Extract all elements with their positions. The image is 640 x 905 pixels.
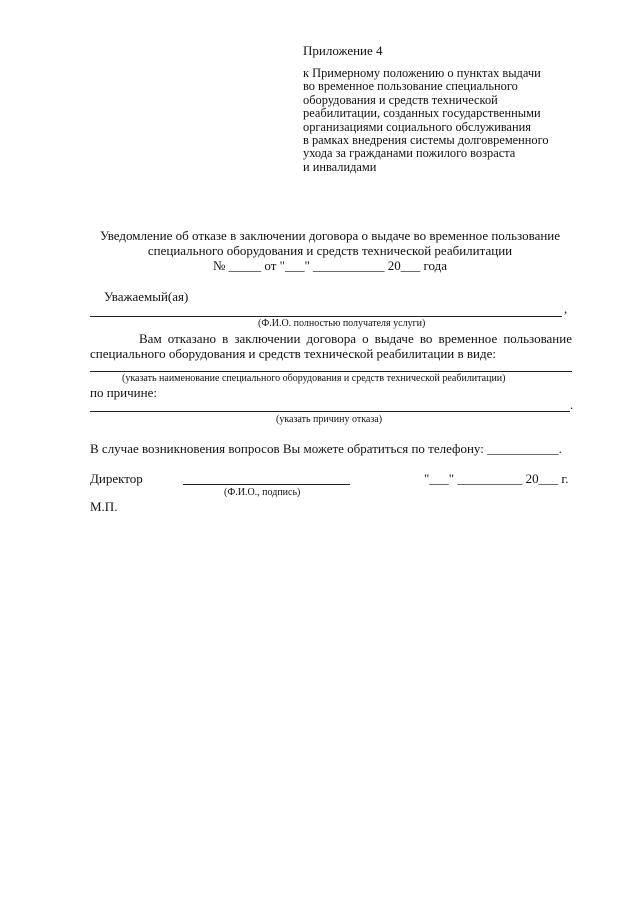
notice-number-line: № _____ от "___" ___________ 20___ года bbox=[212, 258, 448, 273]
fio-fill-line bbox=[90, 316, 562, 317]
director-label: Директор bbox=[90, 471, 143, 486]
director-caption: (Ф.И.О., подпись) bbox=[224, 487, 301, 498]
date-field: "___" __________ 20___ г. bbox=[424, 471, 569, 486]
notice-title-line-1: Уведомление об отказе в заключении договора о выдаче во временное пользование bbox=[99, 228, 561, 243]
fio-caption: (Ф.И.О. полностью получателя услуги) bbox=[258, 318, 426, 329]
appendix-line: ухода за гражданами пожилого возраста bbox=[303, 146, 516, 161]
equipment-caption: (указать наименование специального оборудования и средств технической реабилитации) bbox=[122, 373, 506, 384]
reason-label: по причине: bbox=[90, 385, 157, 400]
appendix-line: реабилитации, созданных государственными bbox=[303, 106, 541, 121]
greeting: Уважаемый(ая) bbox=[104, 289, 189, 304]
reason-period: . bbox=[570, 397, 574, 412]
appendix-line: и инвалидами bbox=[303, 159, 377, 174]
fio-comma: , bbox=[564, 301, 568, 316]
notice-title-line-2: специального оборудования и средств технической реабилитации bbox=[147, 243, 513, 258]
appendix-line: в рамках внедрения системы долговременного bbox=[303, 133, 549, 148]
appendix-line: оборудования и средств технической bbox=[303, 92, 498, 107]
phone-text: В случае возникновения вопросов Вы можете обратиться по телефону: ___________. bbox=[90, 441, 562, 456]
body-line-1: Вам отказано в заключении договора о выдаче во временное пользование bbox=[139, 331, 572, 346]
director-signature-line bbox=[183, 484, 350, 485]
appendix-reference bbox=[303, 67, 549, 174]
stamp-label: М.П. bbox=[90, 499, 118, 514]
body-line-2: специального оборудования и средств технической реабилитации в виде: bbox=[90, 346, 496, 361]
appendix-line: во временное пользование специального bbox=[303, 79, 518, 94]
appendix-title: Приложение 4 bbox=[303, 43, 383, 58]
appendix-line: организациями социального обслуживания bbox=[303, 119, 532, 134]
reason-caption: (указать причину отказа) bbox=[276, 414, 383, 425]
reason-fill-line bbox=[90, 411, 570, 412]
equipment-fill-line bbox=[90, 371, 572, 372]
appendix-line: к Примерному положению о пунктах выдачи bbox=[303, 66, 541, 80]
